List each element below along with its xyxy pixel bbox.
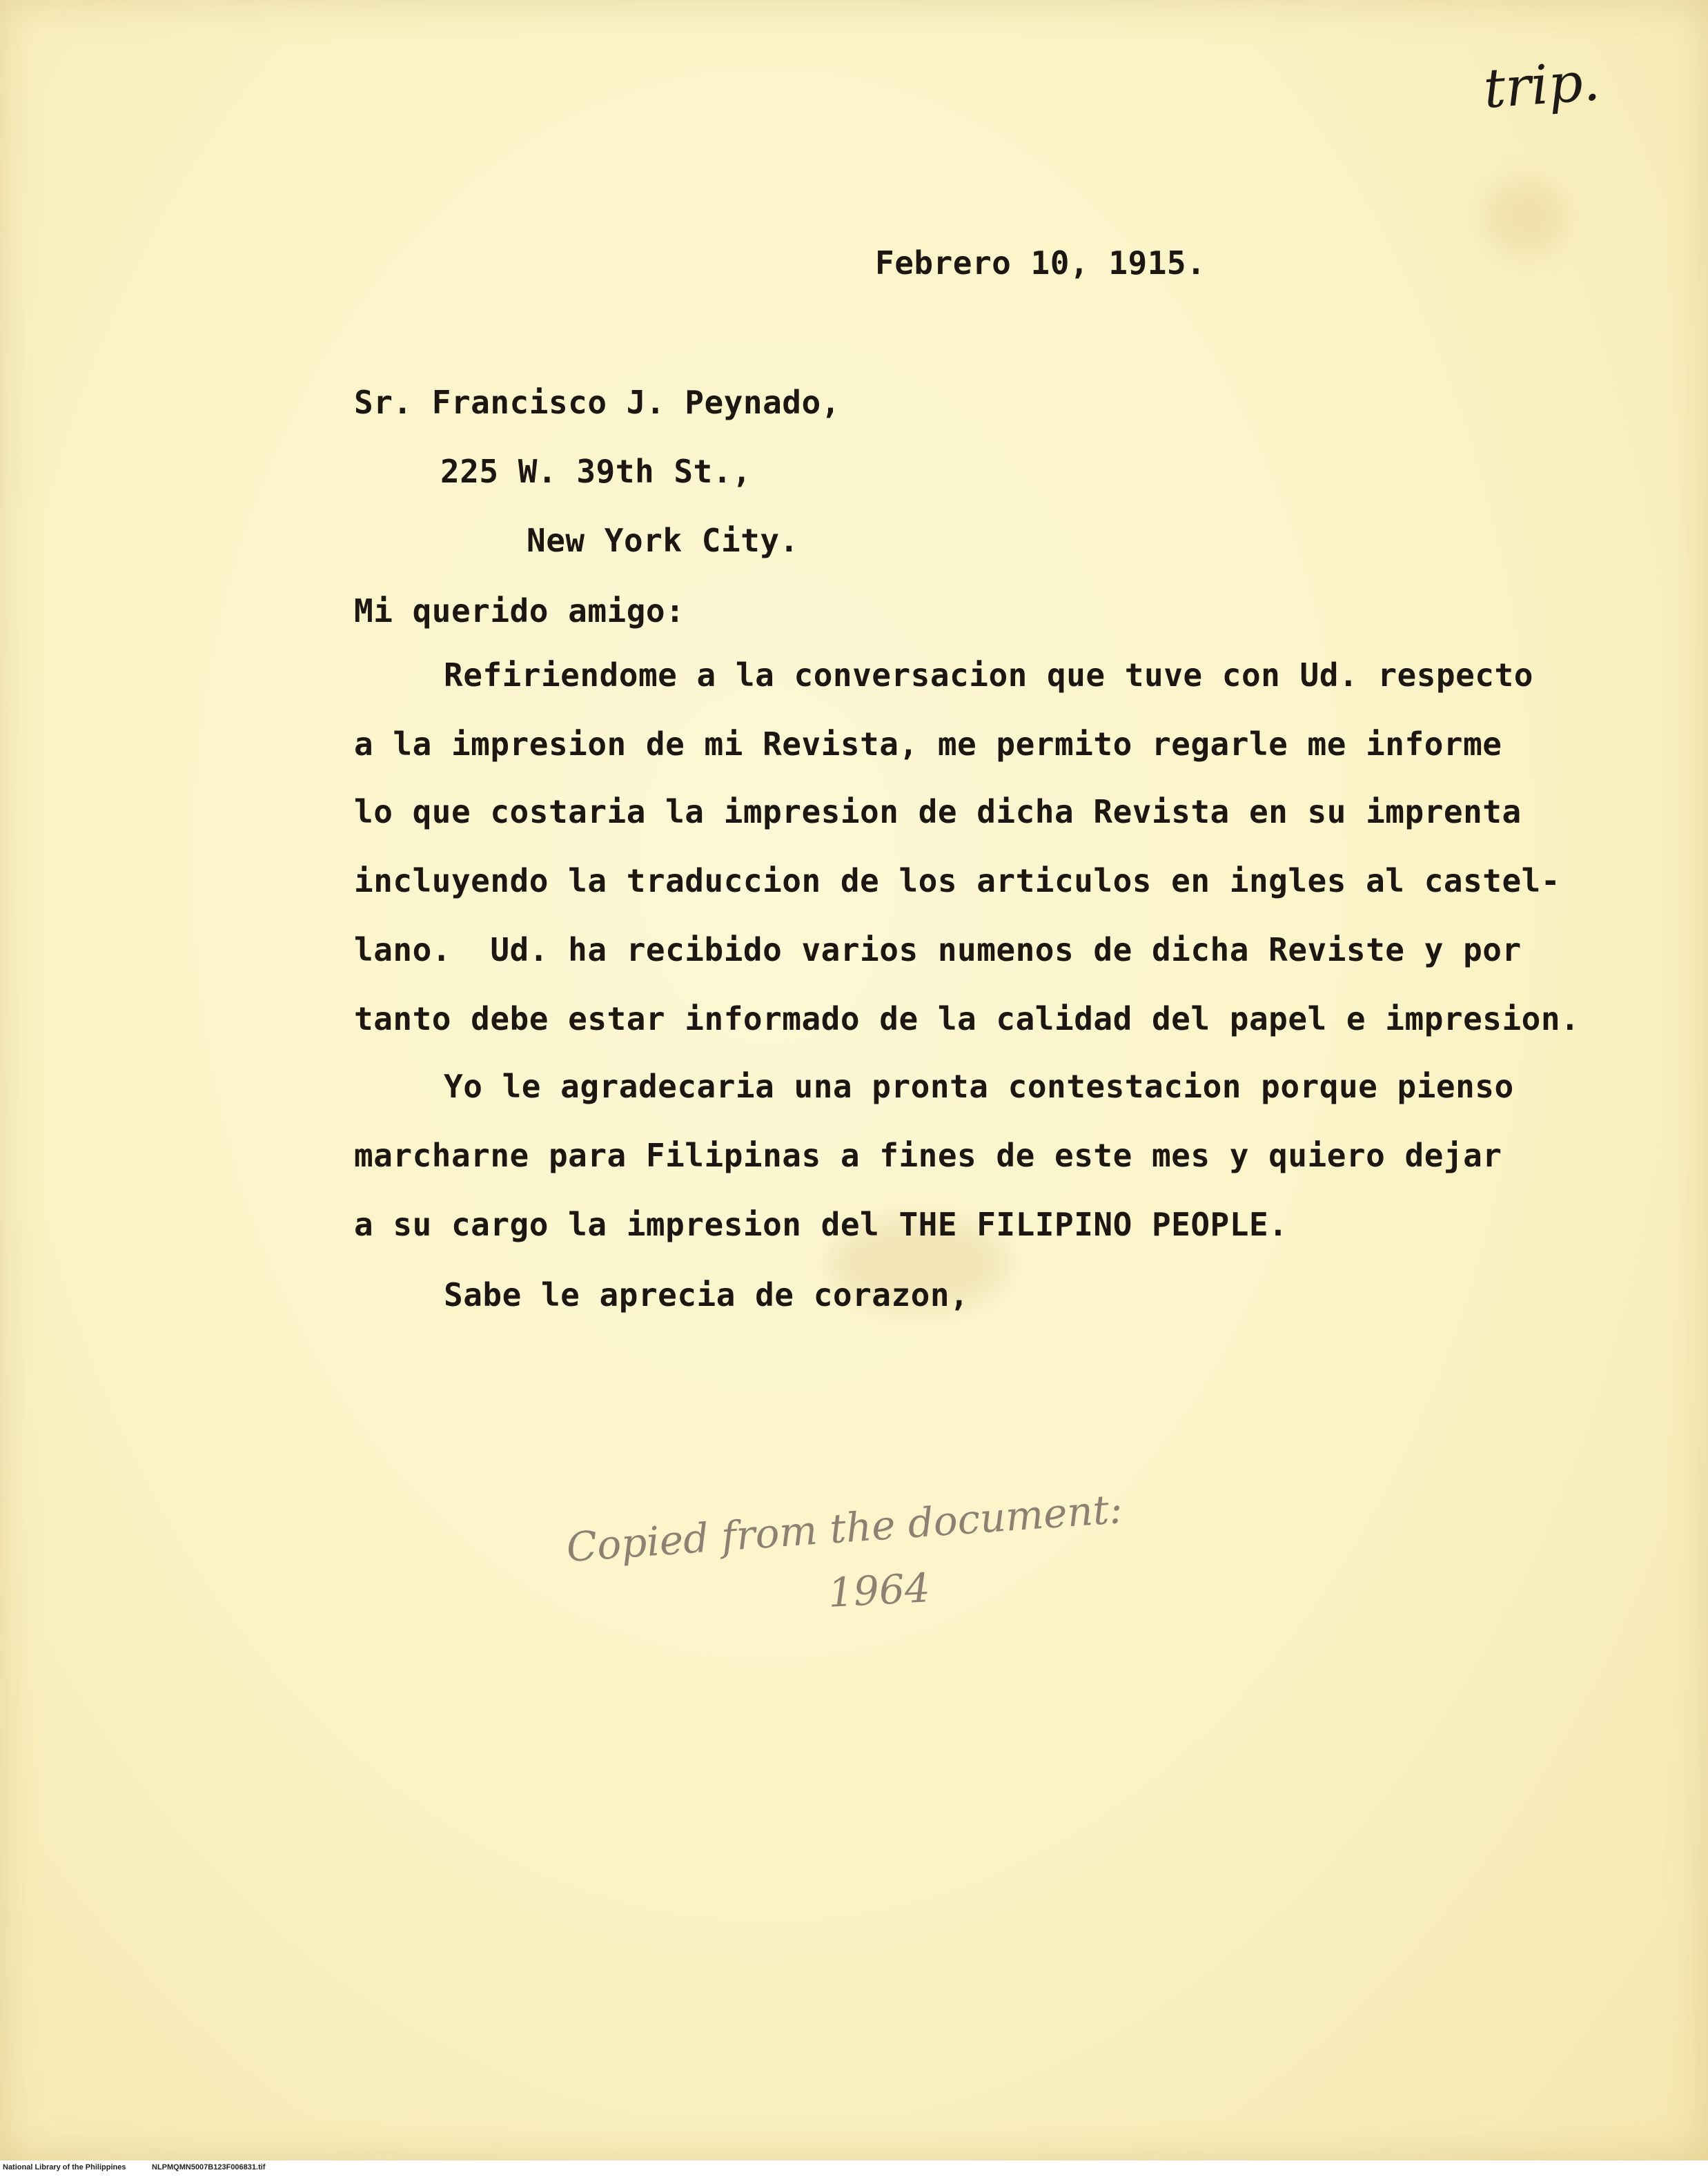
body-line: lo que costaria la impresion de dicha Revista en su imprenta	[354, 793, 1522, 830]
body-line: Refiriendome a la conversacion que tuve con Ud. respecto	[444, 656, 1533, 694]
footer-filename: NLPMQMN5007B123F006831.tif	[152, 2163, 266, 2171]
closing: Sabe le aprecia de corazon,	[444, 1276, 970, 1314]
footer-library-name: National Library of the Philippines	[3, 2163, 126, 2171]
recipient-name: Sr. Francisco J. Peynado,	[354, 384, 841, 421]
handwritten-trip-note: trip.	[1482, 50, 1602, 121]
body-line: tanto debe estar informado de la calidad del papel e impresion.	[354, 1000, 1580, 1037]
scan-footer	[0, 2160, 1708, 2177]
body-line: Yo le agradecaria una pronta contestacion porque pienso	[444, 1068, 1514, 1105]
paper-stain	[1484, 179, 1567, 255]
recipient-street: 225 W. 39th St.,	[440, 453, 752, 490]
body-line: incluyendo la traduccion de los articulos en ingles al castel-	[354, 862, 1561, 899]
letter-date: Febrero 10, 1915.	[875, 244, 1206, 282]
salutation: Mi querido amigo:	[354, 592, 685, 629]
body-line: a su cargo la impresion del THE FILIPINO PEOPLE.	[354, 1206, 1288, 1243]
pencil-note-year: 1964	[827, 1564, 932, 1617]
body-line: a la impresion de mi Revista, me permito regarle me informe	[354, 725, 1502, 763]
body-line: marcharne para Filipinas a fines de este mes y quiero dejar	[354, 1137, 1502, 1174]
pencil-note-copied: Copied from the document:	[565, 1485, 1124, 1572]
body-line: lano. Ud. ha recibido varios numenos de dicha Reviste y por	[354, 931, 1522, 968]
recipient-city: New York City.	[527, 522, 799, 559]
